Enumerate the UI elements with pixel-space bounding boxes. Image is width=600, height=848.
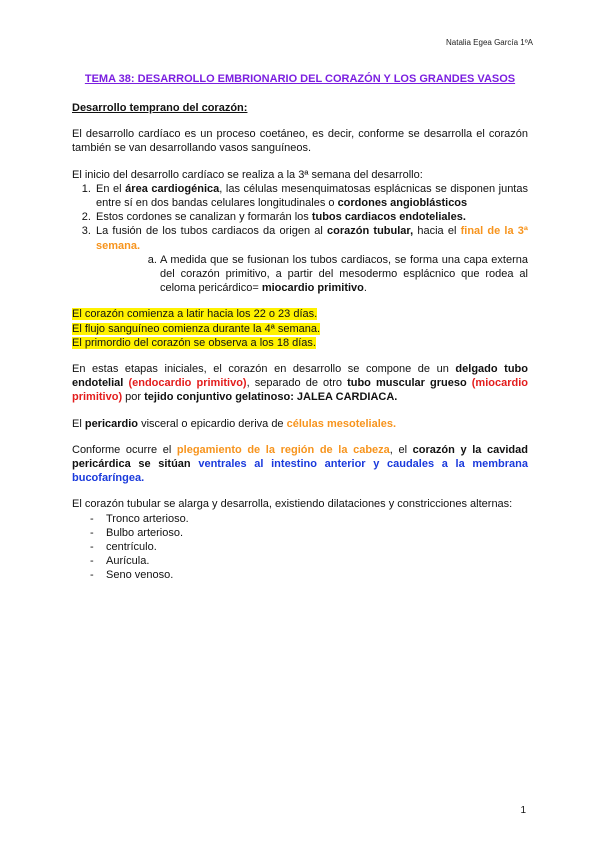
list-item: - Aurícula. bbox=[90, 554, 528, 568]
sub-list bbox=[96, 253, 528, 296]
text-span: hacia el bbox=[413, 225, 461, 238]
text-span: por bbox=[122, 391, 145, 404]
text-span: El bbox=[72, 417, 85, 430]
red-term: (endocardio primitivo) bbox=[128, 377, 247, 390]
red-term: (miocardio primitivo) bbox=[72, 377, 528, 404]
list-item: - Seno venoso. bbox=[90, 568, 528, 582]
text-span: visceral o epicardio deriva de bbox=[138, 417, 287, 430]
highlighted-text: El flujo sanguíneo comienza durante la 4ª semana. bbox=[72, 322, 321, 335]
paragraph-folding bbox=[72, 443, 528, 486]
orange-term: plegamiento de la región de la cabeza bbox=[176, 443, 390, 456]
highlighted-text: El primordio del corazón se observa a los 18 días. bbox=[72, 336, 316, 349]
paragraph-start: El inicio del desarrollo cardíaco se realiza a la 3ª semana del desarrollo: bbox=[72, 168, 423, 181]
text-span: A medida que se fusionan los tubos cardiacos, se forma una capa externa del corazón primitivo, a partir del mesodermo esplácnico que rodea al celoma pericárdico= bbox=[160, 253, 528, 295]
page-number: 1 bbox=[520, 804, 526, 816]
highlight-line bbox=[72, 336, 528, 350]
highlight-line bbox=[72, 322, 528, 336]
development-steps-list bbox=[72, 182, 528, 296]
bold-term: pericardio bbox=[84, 417, 139, 430]
heart-parts-list bbox=[72, 512, 528, 583]
text-span: Estos cordones se canalizan y formarán los bbox=[96, 211, 312, 224]
document-body bbox=[72, 101, 528, 583]
bold-term: tubo muscular grueso bbox=[347, 377, 467, 390]
blue-term: ventrales al intestino anterior y caudales a la membrana bucofaríngea. bbox=[72, 458, 529, 485]
text-span: En estas etapas iniciales, el corazón en desarrollo se compone de un bbox=[72, 363, 456, 376]
section-heading: Desarrollo temprano del corazón: bbox=[72, 102, 248, 114]
bold-term: cordones angioblásticos bbox=[337, 197, 468, 210]
bold-term: corazón y la cavidad pericárdica se sitúan bbox=[72, 443, 528, 471]
text-span: Conforme ocurre el bbox=[72, 443, 177, 456]
orange-term: células mesoteliales. bbox=[286, 417, 397, 430]
paragraph-pericardium bbox=[72, 417, 528, 431]
list-item bbox=[94, 224, 528, 295]
paragraph-intro: El desarrollo cardíaco es un proceso coetáneo, es decir, conforme se desarrolla el corazón también se van desarrollando vasos sanguíneos. bbox=[72, 128, 528, 155]
paragraph-tubular: El corazón tubular se alarga y desarrolla, existiendo dilataciones y constricciones alternas: bbox=[72, 498, 513, 511]
list-item: - Bulbo arterioso. bbox=[90, 526, 528, 540]
highlight-line bbox=[72, 307, 528, 321]
text-span: , el bbox=[389, 443, 413, 456]
text-span: En el bbox=[96, 182, 126, 195]
list-item: - Tronco arterioso. bbox=[90, 512, 528, 526]
highlighted-facts bbox=[72, 307, 528, 350]
header-author: Natalia Egea García 1ºA bbox=[446, 38, 533, 47]
bold-term: miocardio primitivo bbox=[261, 282, 364, 295]
text-span: . bbox=[363, 282, 367, 295]
bold-term: tubos cardiacos endoteliales. bbox=[311, 211, 466, 224]
sub-list-item bbox=[160, 253, 528, 296]
bold-term: área cardiogénica bbox=[125, 182, 220, 195]
bold-term: corazón tubular, bbox=[327, 225, 414, 238]
list-item bbox=[94, 210, 528, 224]
text-span: , separado de otro bbox=[246, 377, 348, 390]
text-span: , las células mesenquimatosas esplácnicas se disponen juntas entre sí en dos bandas celulares longitudinales o bbox=[96, 182, 528, 210]
list-item bbox=[94, 182, 528, 210]
bold-term: delgado tubo endotelial bbox=[72, 363, 528, 390]
paragraph-composition bbox=[72, 362, 528, 405]
document-title: TEMA 38: DESARROLLO EMBRIONARIO DEL CORAZÓN Y LOS GRANDES VASOS bbox=[84, 73, 516, 85]
text-span: La fusión de los tubos cardiacos da origen al bbox=[96, 225, 328, 238]
orange-term: final de la 3ª semana. bbox=[96, 225, 528, 252]
bold-term: tejido conjuntivo gelatinoso: JALEA CARDIACA. bbox=[144, 391, 398, 404]
highlighted-text: El corazón comienza a latir hacia los 22 o 23 días. bbox=[72, 308, 318, 321]
list-item: - centrículo. bbox=[90, 540, 528, 554]
